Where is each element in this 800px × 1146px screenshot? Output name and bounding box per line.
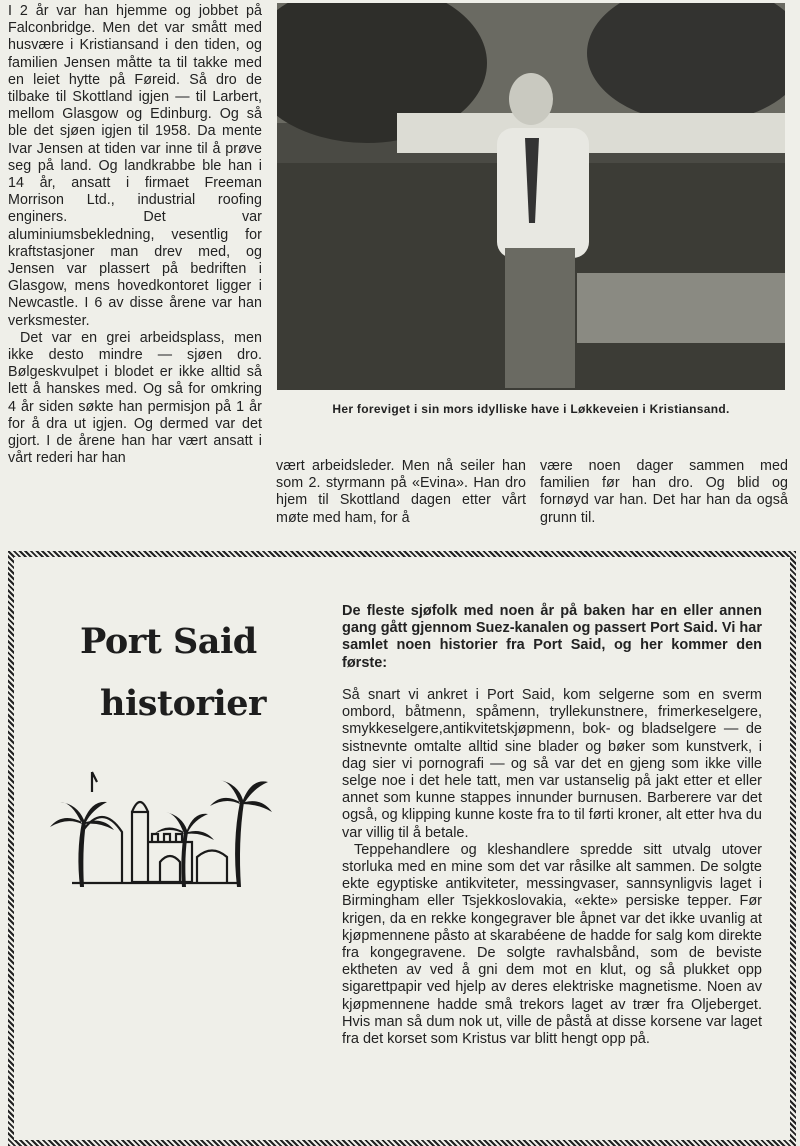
article-column-2 <box>276 458 526 527</box>
article-paragraph: Det var en grei arbeidsplass, men ikke desto mindre — sjøen dro. Bølgeskvulpet i blodet er ikke alltid så lett å hanskes med. Og så for omkring 4 år siden søkte han permisjon på 1 år for å dra ut igjen. Og dermed var det gjort. I de årene han har vært ansatt i vårt rederi har han <box>8 329 262 467</box>
story-paragraph: Teppehandlere og kleshandlere spredde sitt utvalg utover storluka med en mine som det var råsilke alt sammen. De solgte ekte egyptiske antikviteter, messingvaser, sannsynligvis laget i Birmingham eller Tsjekkoslovakia, «ekte» persiske tepper. Før krigen, da en rekke kongegraver ble åpnet var det ikke uvanlig at kjøpmennene påsto at skarabéene de hadde for salg kom direkte fra kongegravene. De solgte ravhalsbånd, som de beviste ektheten av ved å gni dem mot en klut, og så plukket opp sigarettpapir ved hjelp av deres elektriske magnetisme. Noen av kjøpmennene hadde små trekors laget av trær fra Oljeberget. Hvis man så dum nok ut, ville de påstå at disse korsene var laget fra det korset som Kristus var blitt hengt opp på. <box>342 841 762 1048</box>
story-intro: De fleste sjøfolk med noen år på baken har en eller annen gang gått gjennom Suez-kanalen og passert Port Said. Vi har samlet noen historier fra Port Said, og her kommer den første: <box>342 603 762 671</box>
article-column-1 <box>8 3 262 467</box>
section-title-line-1: Port Said <box>80 621 257 662</box>
article-paragraph: vært arbeidsleder. Men nå seiler han som 2. styrmann på «Evina». Han dro hjem til Skottland dagen etter vårt møte med ham, for å <box>276 458 526 526</box>
port-said-box <box>8 551 796 1146</box>
portrait-photo <box>277 3 785 390</box>
article-paragraph: være noen dager sammen med familien før han dro. Og blid og fornøyd var han. Det har han da også grunn til. <box>540 458 788 526</box>
story-body <box>342 687 762 1048</box>
article-column-3 <box>540 458 788 527</box>
section-title-line-2: historier <box>100 683 266 724</box>
article-paragraph: I 2 år var han hjemme og jobbet på Falconbridge. Men det var smått med husvære i Kristiansand i den tiden, og familien Jensen måtte ta til takke med en leiet hytte på Føreid. Så dro de tilbake til Skottland igjen — til Larbert, mellom Glasgow og Edinburg. Og så ble det sjøen igjen til 1958. Da mente Ivar Jensen at tiden var inne til å prøve seg på land. Og landkrabbe ble han i 14 år, ansatt i firmaet Freeman Morrison Ltd., industrial roofing enginers. Det var aluminiumsbekledning, vesentlig for kraftstasjoner man drev med, og Jensen var plassert på bedriften i Glasgow, mens hovedkontoret ligger i Newcastle. I 6 av disse årene var han verksmester. <box>8 3 262 329</box>
story-paragraph: Så snart vi ankret i Port Said, kom selgerne som en sverm ombord, båtmenn, spåmenn, tryllekunstnere, frimerkeselgere, smykkeselgere,antikvitetskjøpmenn, bok- og bladselgere — de sistnevnte omtalte alltid sine blader og bøker som kunstverk, i dag sier vi pornografi — og så var det en gjeng som ikke ville selge noe i det hele tatt, men var ustanselig på jakt etter et eller annet som kunne stappes innunder burnusen. Barberere var det også, og klipping kunne koste fra to til førti kroner, alt etter hva du var villig til å betale. <box>342 687 762 841</box>
photo-caption: Her foreviget i sin mors idylliske have i Løkkeveien i Kristiansand. <box>332 402 730 416</box>
mosque-palm-illustration <box>42 762 272 892</box>
